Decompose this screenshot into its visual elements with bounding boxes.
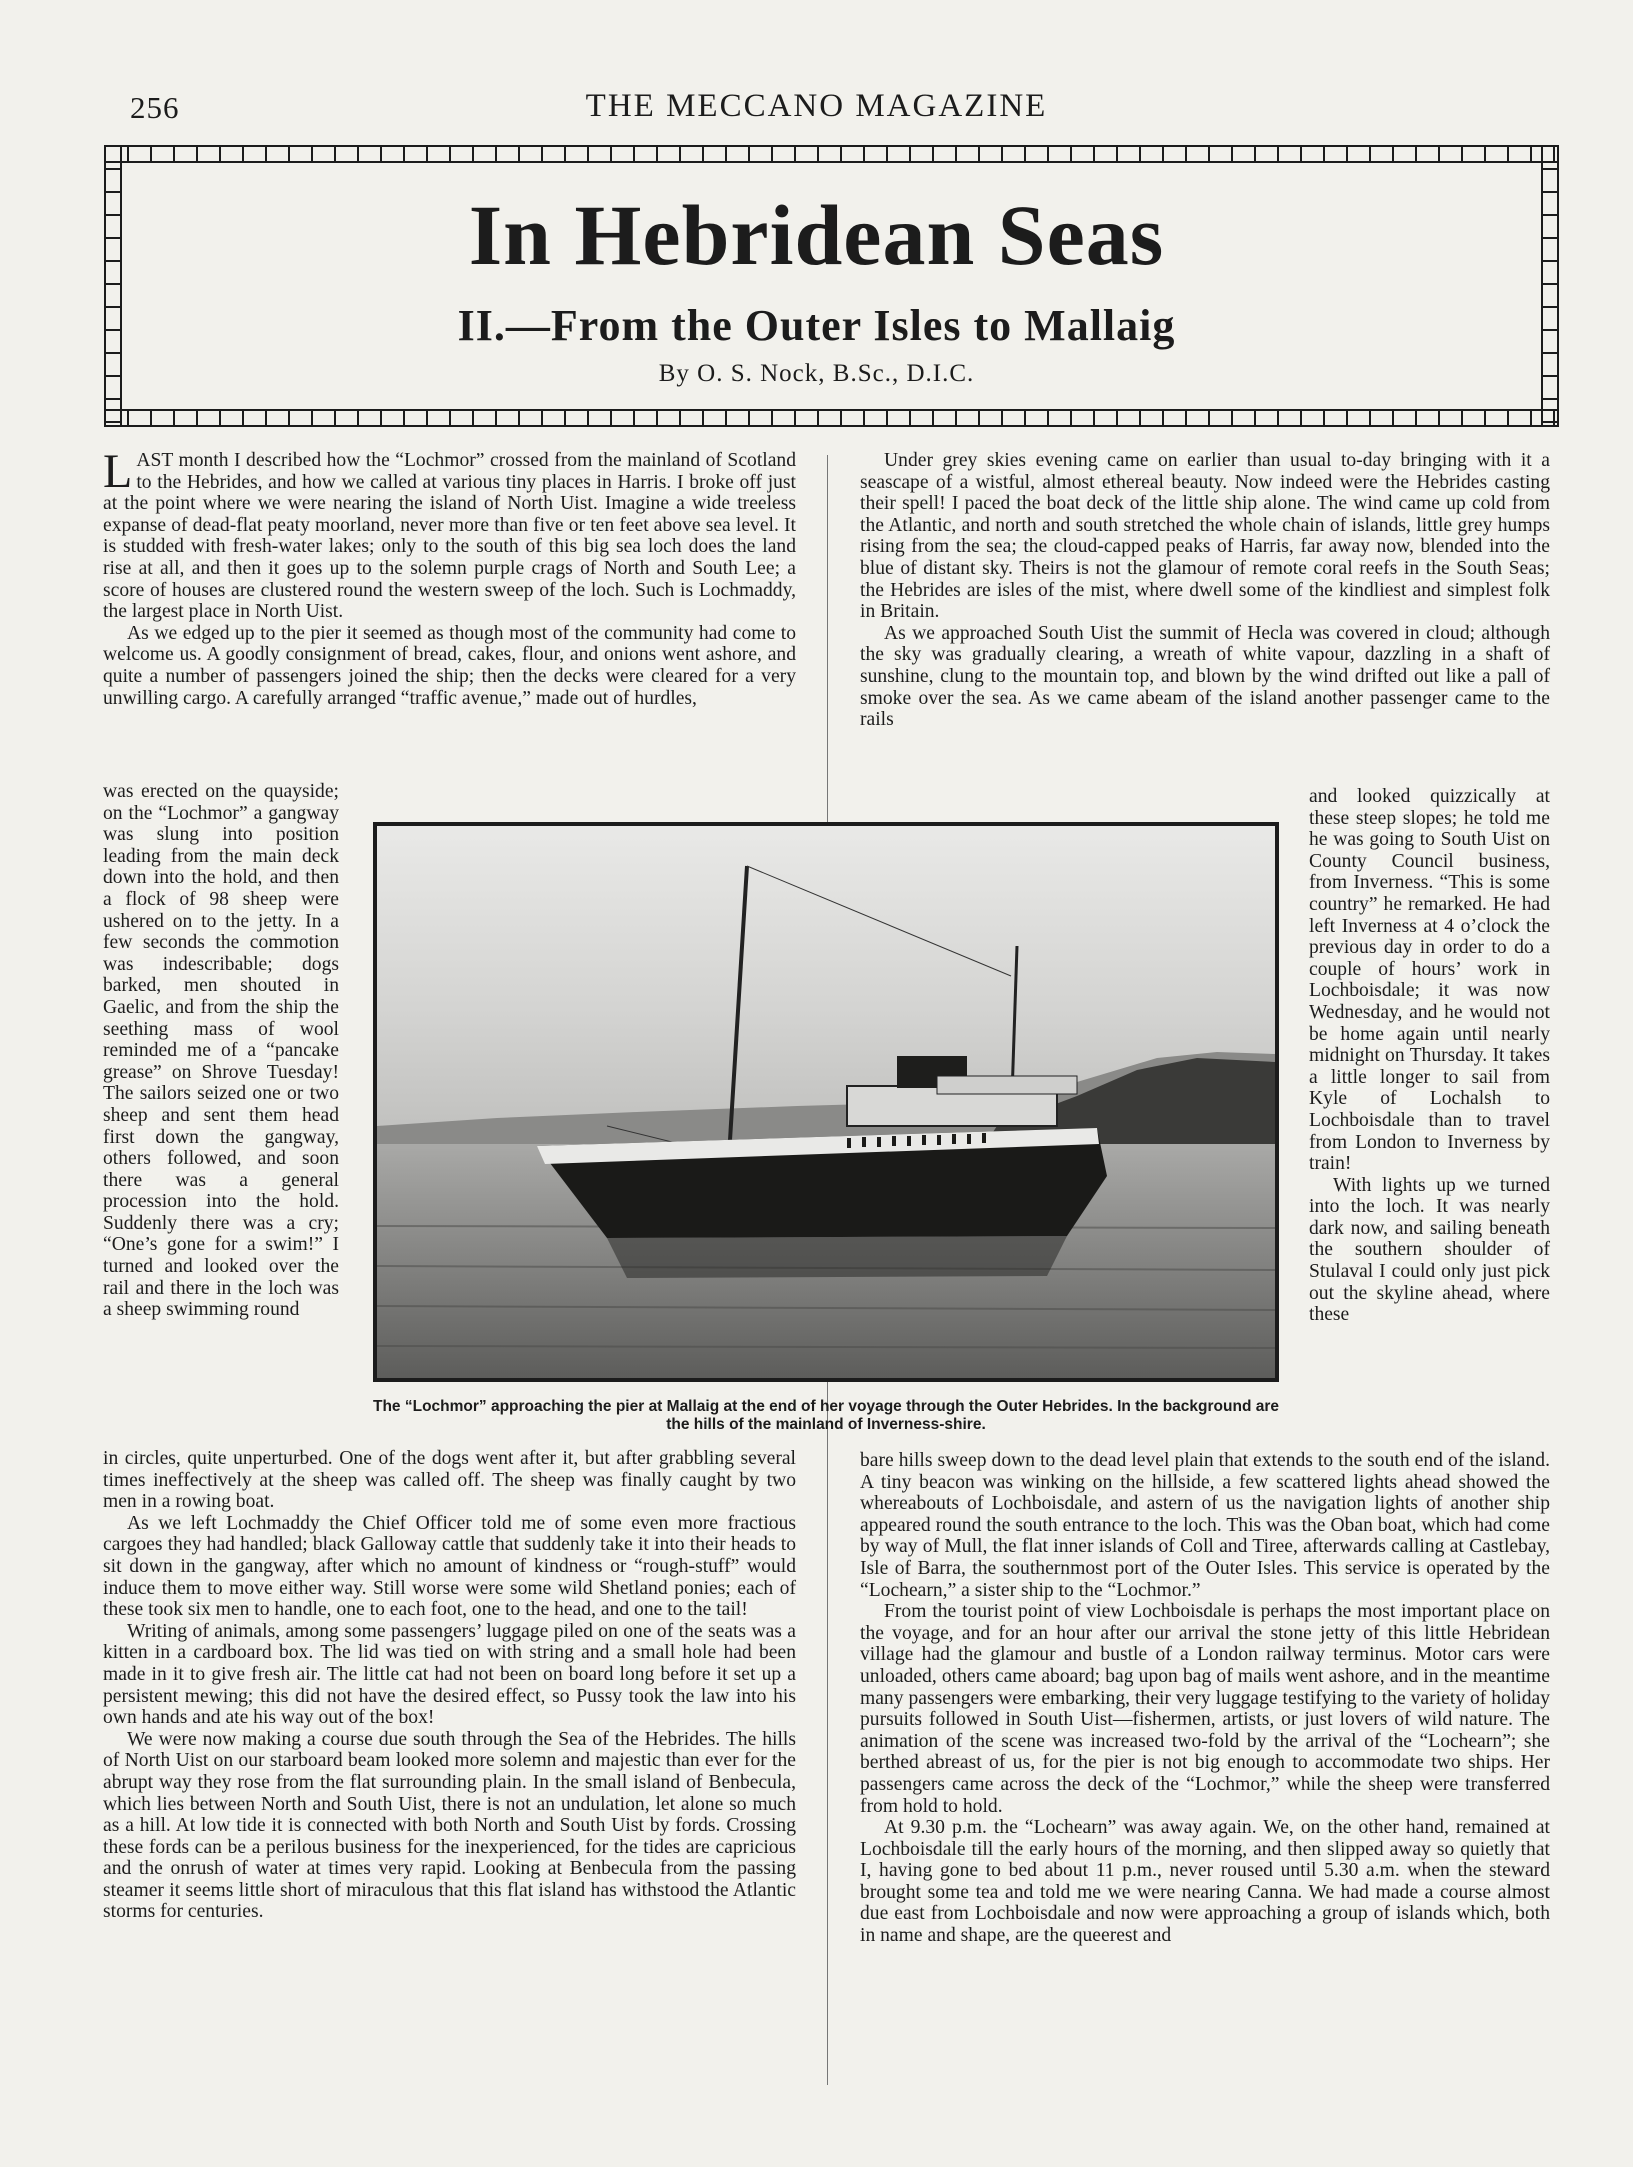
- article-byline: By O. S. Nock, B.Sc., D.I.C.: [658, 360, 975, 387]
- paragraph: We were now making a course due south through the Sea of the Hebrides. The hills of North Uist on our starboard beam looked more solemn and majestic than ever for the abrupt way they rose from the flat surrounding plain. In the small island of Benbecula, which lies between North and South Uist, there is not an undulation, let alone so much as a hill. At low tide it is connected with both North and South Uist by fords. Crossing these fords can be a perilous business for the inexperienced, for the tides are capricious and the onrush of water at times very rapid. Looking at Benbecula from the passing steamer it seems little short of miraculous that this flat island has withstood the Atlantic storms for centuries.: [103, 1728, 796, 1923]
- paragraph: From the tourist point of view Lochboisdale is perhaps the most important place on the voyage, and for an hour after our arrival the stone jetty of this little Hebridean village had the glamour and bustle of a London railway terminus. Motor cars were unloaded, others came aboard; bag upon bag of mails went ashore, and in the meantime many passengers were embarking, their very luggage testifying to the variety of holiday pursuits followed in South Uist—fishermen, artists, or just lovers of wild nature. The animation of the scene was increased two-fold by the arrival of the “Lochearn”; she berthed abreast of us, for the pier is not big enough to accommodate two ships. Her passengers came across the deck of the “Lochmor,” while the sheep were transferred from hold to hold.: [860, 1601, 1550, 1817]
- left-column-top: [103, 445, 796, 709]
- paragraph: and looked quizzically at these steep slopes; he told me he was going to South Uist on County Council business, from Inverness. “This is some country” he remarked. He had left Inverness at 4 o’clock the previous day in order to do a couple of hours’ work in Lochboisdale; it was now Wednesday, and he would not be home again until nearly midnight on Thursday. It takes a little longer to sail from Kyle of Lochalsh to Lochboisdale than to travel from London to Inverness by train!: [1309, 786, 1550, 1175]
- left-column-bottom: [103, 1448, 796, 1923]
- magazine-title: THE MECCANO MAGAZINE: [585, 88, 1048, 124]
- paragraph: LAST month I described how the “Lochmor” crossed from the mainland of Scotland to the Hebrides, and how we called at various tiny places in Harris. I broke off just at the point where we were nearing the island of North Uist. Imagine a wide treeless expanse of dead-flat peaty moorland, never more than five or ten feet above sea level. It is studded with fresh-water lakes; only to the south of this big sea loch does the land rise at all, and then it goes up to the solemn purple crags of North and South Lee; a score of houses are clustered round the western sweep of the loch. Such is Lochmaddy, the largest place in North Uist.: [103, 445, 796, 623]
- right-column-bottom: [860, 1450, 1550, 1947]
- paragraph: With lights up we turned into the loch. It was nearly dark now, and sailing beneath the southern shoulder of Stulaval I could only just pick out the skyline ahead, where these: [1309, 1174, 1550, 1326]
- right-column-top: [860, 450, 1550, 731]
- article-subtitle: II.—From the Outer Isles to Mallaig: [457, 301, 1176, 350]
- paragraph: Writing of animals, among some passengers’ luggage piled on one of the seats was a kitten in a cardboard box. The lid was tied on with string and a small hole had been made in it to give fresh air. The little cat had not been on board long before it set up a persistent mewing; this did not have the desired effect, so Pussy took the law into his own hands and ate his way out of the box!: [103, 1620, 796, 1729]
- left-column-narrow: [103, 781, 339, 1321]
- paragraph: was erected on the quayside; on the “Lochmor” a gangway was slung into position leading from the main deck down into the hold, and then a flock of 98 sheep were ushered on to the jetty. In a few seconds the commotion was indescribable; dogs barked, men shouted in Gaelic, and from the ship the seething mass of wool reminded me of a “pancake grease” on Shrove Tuesday! The sailors seized one or two sheep and sent them head first down the gangway, others followed, and soon there was a general procession into the hold. Suddenly there was a cry; “One’s gone for a swim!” I turned and looked over the rail and there in the loch was a sheep swimming round: [103, 781, 339, 1321]
- drop-cap: L: [103, 445, 133, 498]
- paragraph: in circles, quite unperturbed. One of the dogs went after it, but after grabbling several times ineffectively at the sheep was called off. The sheep was finally caught by two men in a rowing boat.: [103, 1448, 796, 1513]
- paragraph: As we left Lochmaddy the Chief Officer told me of some even more fractious cargoes they had handled; black Galloway cattle that suddenly take it into their heads to sit down in the gangway, after which no amount of kindness or “rough-stuff” would induce them to move either way. Still worse were some wild Shetland ponies; each of these took six men to handle, one to each foot, one to the head, and one to the tail!: [103, 1512, 796, 1621]
- ship-photo: [373, 822, 1279, 1382]
- paragraph: As we approached South Uist the summit of Hecla was covered in cloud; although the sky was gradually clearing, a wreath of white vapour, dazzling in a shaft of sunshine, clung to the mountain top, and blown by the wind drifted out like a pall of smoke over the sea. As we came abeam of the island another passenger came to the rails: [860, 622, 1550, 731]
- right-column-narrow: [1309, 786, 1550, 1326]
- paragraph: Under grey skies evening came on earlier than usual to-day bringing with it a seascape of a wistful, almost ethereal beauty. Now indeed were the Hebrides casting their spell! I paced the boat deck of the little ship alone. The wind came up cold from the Atlantic, and north and south stretched the whole chain of islands, little grey humps rising from the sea; the cloud-capped peaks of Harris, far away now, blended into the blue of distant sky. Theirs is not the glamour of remote coral reefs in the South Seas; the Hebrides are isles of the mist, where dwell some of the kindliest and simplest folk in Britain.: [860, 450, 1550, 623]
- paragraph: At 9.30 p.m. the “Lochearn” was away again. We, on the other hand, remained at Lochboisdale till the early hours of the morning, and then slipped away so quietly that I, having gone to bed about 11 p.m., never roused until 5.30 a.m. when the steward brought some tea and told me we were nearing Canna. We had made a course almost due east from Lochboisdale and now were approaching a group of islands which, both in name and shape, are the queerest and: [860, 1817, 1550, 1947]
- page-number: 256: [130, 90, 180, 125]
- paragraph: As we edged up to the pier it seemed as though most of the community had come to welcome us. A goodly consignment of bread, cakes, flour, and onions went ashore, and quite a number of passengers joined the ship; then the decks were cleared for a very unwilling cargo. A carefully arranged “traffic avenue,” made out of hurdles,: [103, 622, 796, 709]
- article-title: In Hebridean Seas: [468, 187, 1165, 283]
- paragraph: bare hills sweep down to the dead level plain that extends to the south end of the island. A tiny beacon was winking on the hillside, a few scattered lights ahead showed the whereabouts of Lochboisdale, and astern of us the navigation lights of another ship appeared round the south entrance to the loch. This was the Oban boat, which had come by way of Mull, the flat inner islands of Coll and Tiree, afterwards calling at Castlebay, Isle of Barra, the southernmost port of the Outer Isles. This service is operated by the “Lochearn,” a sister ship to the “Lochmor.”: [860, 1450, 1550, 1601]
- photo-caption: The “Lochmor” approaching the pier at Mallaig at the end of her voyage through the Outer Hebrides. In the background are the hills of the mainland of Inverness-shire.: [372, 1398, 1279, 1433]
